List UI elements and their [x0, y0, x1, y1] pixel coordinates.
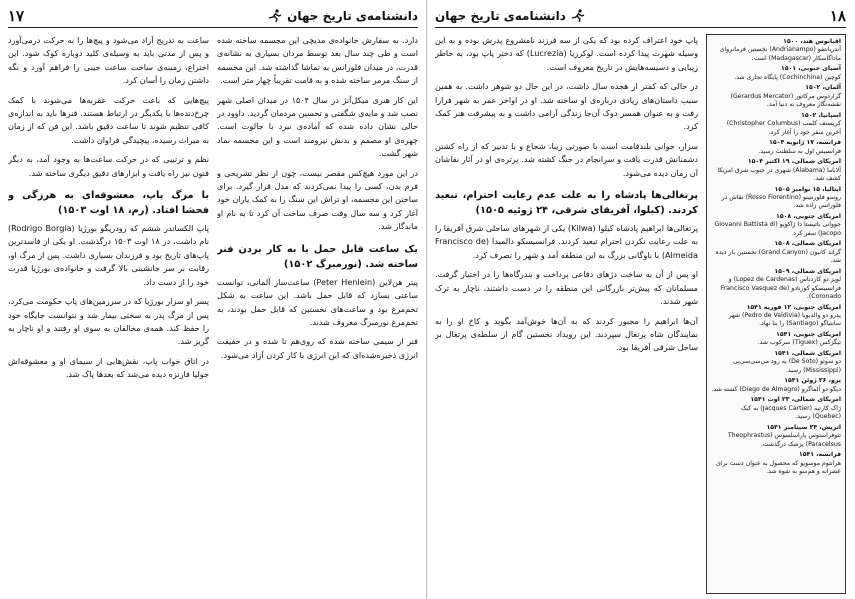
timeline-entry-text: گراردوس مرکاتور (Gerardus Mercator) نقشه‌نگار معروف به دنیا آمد.: [730, 92, 841, 109]
paragraph: پاپ الکساندر ششم که رودریگو بورژیا (Rodrigo Borgia) نام داشت، در ۱۸ اوت ۱۵۰۳ درگذشت. او یکی از فاسدترین پاپ‌های تاریخ بود و فرزندان بسیاری داشت. پس از مرگ او، رقابت بر سر جانشینی بالا گرفت و خانواده‌ی بورژیا قدرت خود را از دست داد.: [8, 223, 209, 287]
timeline-entry-head: فرانسه، ۱۵۴۱: [798, 451, 841, 459]
timeline-entry-text: تیگزکس (Tiguex) سرکوب شد.: [757, 339, 841, 347]
timeline-entry-head: امریکای شمالی، ۲۳ اوت ۱۵۴۱: [750, 396, 841, 404]
right-page-columns: [435, 34, 846, 594]
timeline-entry-text: دیگو دو آلماگرو (Diego de Almagro) کشته شد.: [711, 385, 841, 393]
timeline-entry: [711, 213, 841, 238]
timeline-entry: [711, 451, 841, 476]
timeline-entry-text: فرانسیس اول به سلطنت رسید.: [758, 147, 841, 155]
paragraph: نظم و ترتیبی که در حرکت ساعت‌ها به وجود آمد، به دیگر فنون نیز راه یافت و ابزارهای دقیق دیگری ساخته شد.: [8, 154, 209, 178]
paragraph: دارد. به سفارش خانواده‌ی مدیچی این مجسمه ساخته شده است و طی چند سال بعد توسط مردان بسیاری به نشانه‌ی قدرت، در میدان فلورانس به تماشا گذاشته شد. این مجسمه از سنگ مرمر ساخته شده و به قامت تقریباً چهار متر است.: [217, 35, 418, 86]
timeline-entry-text: روسو فلورنتینو (Rosso Fiorentino) نقاش در فلورانس زاده شد.: [721, 194, 841, 210]
timeline-entry-head: امریکای جنوبی، ۱۵۰۸: [776, 213, 841, 221]
timeline-sidebar: [706, 34, 846, 594]
timeline-entry-head: امریکای جنوبی، ۱۲ فوریه ۱۵۴۱: [746, 303, 841, 311]
timeline-entry-head: آسیای جنوبی، ۱۵۰۱: [781, 65, 841, 73]
running-title-text: دانشنامه‌ی تاریخ جهان: [435, 8, 566, 23]
section-heading: یک ساعت قابل حمل یا به کار بردن فنر ساخته شد. (نورمبرگ ۱۵۰۲): [217, 243, 418, 270]
section-heading: با مرگ پاپ، معشوقه‌ای به هرزگی و فحشا افتاد. (رم، ۱۸ اوت ۱۵۰۳): [8, 190, 209, 217]
timeline-entry: [711, 158, 841, 183]
timeline-entry: [711, 240, 841, 265]
left-page-columns: [8, 34, 418, 594]
timeline-entry: [711, 396, 841, 421]
right-page-col-main: [435, 34, 698, 594]
page-header: [8, 4, 418, 28]
timeline-entry: [711, 186, 841, 211]
timeline-entry-head: آلمان، ۱۵۰۲: [805, 84, 841, 92]
timeline-entry: [711, 350, 841, 375]
running-title: [435, 9, 586, 23]
section-heading: پرتغالی‌ها پادشاه را به علت عدم رعایت احترام، تبعید کردند. (کیلوا، آفریقای شرقی، ۲۴ ژوئیه ۱۵۰۵): [435, 190, 698, 217]
timeline-entry: [711, 304, 841, 329]
timeline-entry-head: امریکای شمالی، ۱۵۰۸: [774, 240, 841, 248]
timeline-entry-text: آندریانتفو (Andrianampo) نخستین فرمانروای ماداگاسکار (Madagascar) است.: [719, 46, 841, 62]
paragraph: پاپ خود اعتراف کرده بود که یکی از سه فرزند نامشروع پدرش بوده و به این وسیله شهرت پیدا کرده است. لوکرزیا (Lucrezia) که دختر پاپ بود، به خاطر زیبایی و دسیسه‌هایش در تاریخ معروف است.: [435, 35, 698, 72]
timeline-entry: [711, 84, 841, 109]
timeline-entry-text: کوچین (Cochinchina) پایگاه تجاری شد.: [734, 73, 841, 81]
paragraph: ساعت به تدریج آزاد می‌شود و پیچ‌ها را به حرکت درمی‌آورد و پس از مدتی باید به وسیله‌ی کلید دوباره کوک شود. این اختراع، زمینه‌ی ساخت ساعت جیبی را فراهم آورد و نگه داشتن زمان را آسان کرد.: [8, 35, 209, 86]
timeline-entry-text: لوپز دو کاردناس (Lopez de Cardenas) و فرانسیسکو کورنادو (Francisco Vasquez de Coronado).: [720, 276, 841, 301]
timeline-entry: [711, 268, 841, 302]
paragraph: پسر او سزار بورژیا که در سرزمین‌های پاپ حکومت می‌کرد، پس از مرگ پدر به سختی بیمار شد و نتوانست جایگاه خود را حفظ کند. همه‌ی مخالفان به سوی او رفتند و او ناچار به گریز شد.: [8, 296, 209, 347]
paragraph: فنر از سیمی ساخته شده که روی‌هم تا شده و در حقیقت انرژی ذخیره‌شده‌ای که این انرژی با کار کردن آزاد می‌شود.: [217, 336, 418, 360]
right-page: [427, 0, 854, 599]
timeline-entry-head: اسپانیا، ۱۵۰۲: [801, 111, 841, 119]
left-page-col-right: [217, 34, 418, 594]
running-title-text: دانشنامه‌ی تاریخ جهان: [287, 8, 418, 23]
paragraph: در این مورد هیچ‌کس مقصر نیست، چون از نظر تشریحی و فرم بدن، کسی را پیدا نمی‌کردند که مدل قرار گیرد. برای ساختن این مجسمه، او تراش این سنگ را به کمک یاران خود آغاز کرد و سه سال وقت صرف ساخت آن کرد تا به نام او ماندگار شد.: [217, 167, 418, 232]
timeline-entry: [711, 112, 841, 137]
paragraph: پیتر هن‌لاین (Peter Henlein) ساعت‌ساز آلمانی، توانست ساعتی بسازد که قابل حمل باشد. این ساعت به شکل تخم‌مرغ بود و ساعت‌های نخستین که قابل حمل بودند، به تخم‌مرغ نورمبرگ معروف شدند.: [217, 276, 418, 327]
timeline-entry-text: کریستف کلمب (Christopher Columbus) آخرین سفر خود را آغاز کرد.: [726, 120, 841, 136]
timeline-entry: [711, 331, 841, 348]
timeline-entry-text: دو سوتو (De Soto) به رود می‌سی‌سی‌پی (Mississippi) رسید.: [733, 358, 841, 374]
paragraph: این کار هنری میکل‌آنژ در سال ۱۵۰۴ در میدان اصلی شهر نصب شد و مایه‌ی شگفتی و تحسین مردمان گردید. داوود در حالی نشان داده شده که آماده‌ی نبرد با جالوت است. چهره‌ی او مصمم و بدنش نیرومند است و این مجسمه نماد شهر گشت.: [217, 94, 418, 159]
left-page-col-left: [8, 34, 209, 594]
left-page: [0, 0, 427, 599]
timeline-entry-head: امریکای جنوبی، ۱۵۴۱: [776, 331, 841, 339]
timeline-entry-head: پرو، ۲۶ ژوئن ۱۵۴۱: [784, 377, 841, 385]
runner-icon: [570, 9, 586, 23]
page-number: ۱۸: [829, 6, 846, 25]
timeline-entry-text: تئوفراستوس پاراسلسوس (Theophrastus Paracelsus) پزشک درگذشت.: [727, 432, 841, 448]
timeline-entry: [711, 65, 841, 82]
timeline-entry: [711, 377, 841, 394]
timeline-entry: [711, 38, 841, 63]
timeline-entry-text: آلاباما (Alabama) شهری در جنوب شرق امریکا کشف شد.: [717, 166, 841, 183]
paragraph: پرتغالی‌ها ابراهیم پادشاه کیلوا (Kilwa) یکی از شهرهای ساحلی شرق آفریقا را به علت رعایت نکردن احترام تبعید کردند. فرانسیسکو دالمیدا (Francisco de Almeida) با ناوگانی بزرگ به این منطقه آمد و شهر را تصرف کرد.: [435, 223, 698, 260]
timeline-entry-head: اتریش، ۲۴ سپتامبر ۱۵۴۱: [766, 423, 841, 431]
timeline-entry-text: هرانتوم موسویو که محصول به عنوان دست برای عصرانه و هم‌سو به شوه شد.: [716, 459, 841, 476]
paragraph: سزار، جوانی بلندقامت است با صورتی زیبا، شجاع و با تدبیر که از راه کشتن دشمنانش قدرت یافت و سرانجام در جنگ کشته شد. پرتره‌ی او در آثار نقاشان آن زمان دیده می‌شود.: [435, 140, 698, 178]
page-header: [435, 4, 846, 28]
timeline-entry-head: امریکای شمالی، ۱۵۴۱: [774, 350, 841, 358]
timeline-entry-text: جووانی باتیستا دا ژاکوپو (Giovanni Battista di Jacopo) سفر کرد.: [714, 221, 841, 237]
paragraph: آن‌ها ابراهیم را مجبور کردند که به آن‌ها خوش‌آمد بگوید و کاخ او را به نمایندگان شاه پرتغال سپردند. این رویداد نخستین گام از سلطه‌ی پرتغال بر ساحل شرقی آفریقا بود.: [435, 315, 698, 353]
page-number: ۱۷: [8, 6, 25, 25]
timeline-entry-head: اقیانوس هند، ۱۵۰۰: [783, 38, 841, 45]
running-title: [267, 9, 418, 23]
paragraph: در اتاق خواب پاپ، نقش‌هایی از سیمای او و معشوقه‌اش جولیا فارنزه دیده می‌شد که بعدها پاک شد.: [8, 355, 209, 380]
runner-icon: [267, 9, 283, 23]
timeline-entry: [711, 139, 841, 156]
timeline-entry-head: امریکای شمالی، ۱۹ اکتبر ۱۵۰۴: [747, 158, 841, 166]
timeline-entry-text: پدرو دو والدیویا (Pedro de Valdivia) شهر سانتیاگو (Santiago) را بنا نهاد.: [728, 312, 841, 328]
timeline-entry-head: فرانسه، ۱۷ ژانویه ۱۵۰۴: [769, 139, 841, 147]
paragraph: پیچ‌هایی که باعث حرکت عقربه‌ها می‌شوند با کمک چرخ‌دنده‌ها با یکدیگر در ارتباط هستند. فنرها باید به اندازه‌ی کافی تنظیم شوند تا ساعت دقیق باشد. این فن که از زمان به میراث رسیده، پیچیدگی فراوان داشت.: [8, 94, 209, 145]
timeline-entry-text: گراند کانیون (Grand Canyon) نخستین بار دیده شد.: [715, 248, 841, 265]
timeline-entry-head: امریکای شمالی، ۱۵۰۹: [774, 267, 841, 275]
timeline-entry: [711, 424, 841, 449]
paragraph: در حالی که کمتر از هجده سال داشت، در این حال دو شوهر داشت. به همین سبب داستان‌های زیادی درباره‌ی او ساخته شد. او در اواخر عمر به شهر فرارا رفت و به عنوان همسر دوک آن‌جا زندگی آرامی داشت و به پیشرفت هنر کمک کرد.: [435, 81, 698, 132]
timeline-entry-head: ایتالیا، ۱۵ نوامبر ۱۵۰۵: [774, 185, 841, 193]
paragraph: او پس از آن به ساخت دژهای دفاعی پرداخت و بندرگاه‌ها را در اختیار گرفت. مسلمانان که پیش‌تر بازرگانی این منطقه را در دست داشتند، ناچار به ترک شهر شدند.: [435, 269, 698, 307]
timeline-entry-text: ژاک کارتیه (Jacques Cartier) به کبک (Quebec) رسید.: [740, 404, 841, 421]
